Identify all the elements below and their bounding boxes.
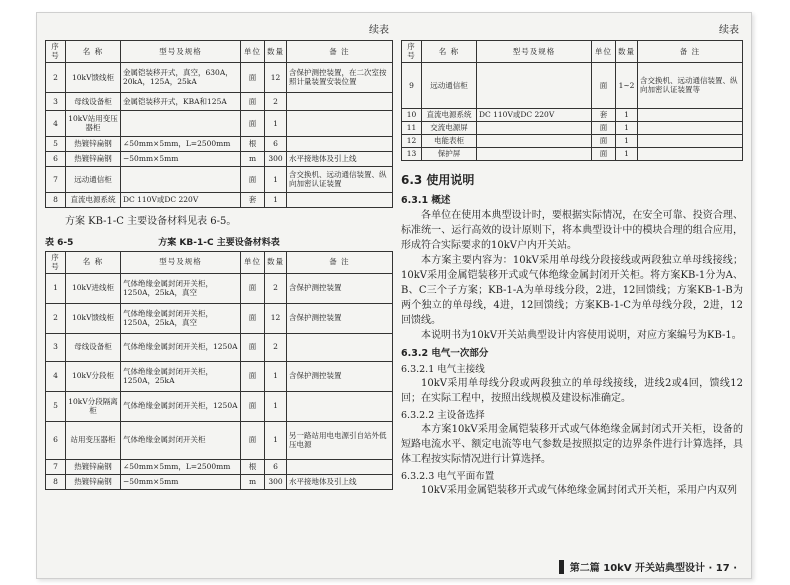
cell: 面 [241, 92, 265, 110]
cell: 面 [241, 303, 265, 333]
cell [121, 110, 241, 136]
cell: 根 [241, 136, 265, 151]
cell: 7 [46, 166, 66, 192]
cell: 2 [46, 303, 66, 333]
paragraph: 本方案主要内容为：10kV采用单母线分段接线或两段独立单母线接线；10kV采用金属铠装移开式或气体绝缘金属封闭开关柜。将方案KB-1分为A、B、C三个子方案；KB-1-A为单母线分段，2进，12回馈线；方案KB-1-B为两个独立的单母线，4进，12回馈线；方案KB-1-C为单母线分段，2进，12回馈线。 [401, 254, 743, 326]
cell: 9 [402, 62, 422, 108]
header-cell: 序号 [402, 41, 422, 63]
cell [477, 121, 592, 134]
cell: DC 110V或DC 220V [121, 192, 241, 207]
cell [287, 459, 393, 474]
cell: 6 [265, 459, 287, 474]
cell [638, 134, 743, 147]
cell: 10 [402, 108, 422, 121]
table-row [46, 110, 393, 136]
header-cell: 备 注 [287, 251, 393, 273]
cell: 1~2 [616, 62, 638, 108]
cell: 11 [402, 121, 422, 134]
subsection-heading: 6.3.2 电气一次部分 [401, 347, 489, 359]
table-row [46, 151, 393, 166]
cell: 面 [241, 391, 265, 421]
cell: 1 [265, 110, 287, 136]
table-row [46, 92, 393, 110]
equipment-table-b [45, 251, 393, 490]
cell: 1 [265, 166, 287, 192]
cell: 含保护测控装置 [287, 361, 393, 391]
intro-paragraph: 方案 KB-1-C 主要设备材料见表 6-5。 [65, 215, 237, 227]
table-row [402, 62, 743, 108]
header-cell: 单位 [592, 41, 616, 63]
cell: 面 [241, 166, 265, 192]
cell: 含交换机、远动通信装置、纵向加密认证装置等 [638, 62, 743, 108]
cell: 12 [402, 134, 422, 147]
cell: 2 [265, 92, 287, 110]
book-page [36, 12, 752, 579]
caption-spacer [323, 235, 393, 248]
table-row [402, 134, 743, 147]
sub-subsection-heading: 6.3.2.3 电气平面布置 [401, 470, 495, 482]
header-cell: 型号及规格 [121, 41, 241, 63]
cell: 1 [616, 108, 638, 121]
cell [287, 192, 393, 207]
cell: ∠50mm×5mm，L=2500mm [121, 136, 241, 151]
cell: 5 [46, 136, 66, 151]
cell: 2 [265, 333, 287, 361]
table-row [46, 136, 393, 151]
cell: 热镀锌扁钢 [66, 151, 121, 166]
paragraph: 本说明书为10kV开关站典型设计内容使用说明，对应方案编号为KB-1。 [421, 329, 742, 341]
table-caption [45, 235, 393, 248]
cell: 气体绝缘金属封闭开关柜，1250A [121, 391, 241, 421]
cell: 远动通信柜 [422, 62, 477, 108]
cell: 水平接地体及引上线 [287, 474, 393, 489]
cell: 金属铠装移开式，KBA和125A [121, 92, 241, 110]
cell: 热镀锌扁钢 [66, 459, 121, 474]
table-row [46, 333, 393, 361]
page-footer [559, 559, 737, 574]
table-row [46, 391, 393, 421]
cell: 电能表柜 [422, 134, 477, 147]
header-cell: 名 称 [422, 41, 477, 63]
sub-subsection-heading: 6.3.2.1 电气主接线 [401, 363, 485, 375]
cell: 10kV分段隔离柜 [66, 391, 121, 421]
cell [638, 147, 743, 160]
section-heading: 6.3 使用说明 [401, 172, 475, 187]
cell: 3 [46, 333, 66, 361]
cell [638, 121, 743, 134]
cell: 2 [46, 62, 66, 92]
cell: 母线设备柜 [66, 333, 121, 361]
cell [477, 147, 592, 160]
cell: 气体绝缘金属封闭开关柜，1250A [121, 333, 241, 361]
table-header-row [46, 251, 393, 273]
table-title: 方案 KB-1-C 主要设备材料表 [158, 237, 280, 248]
header-cell: 名 称 [66, 41, 121, 63]
header-cell: 备 注 [638, 41, 743, 63]
cell: 300 [265, 474, 287, 489]
cell: 13 [402, 147, 422, 160]
table-row [46, 421, 393, 459]
cell: 10kV馈线柜 [66, 303, 121, 333]
table-row [46, 361, 393, 391]
cell: 面 [241, 110, 265, 136]
paragraph: 各单位在使用本典型设计时，要根据实际情况，在安全可靠、投资合理、标准统一、运行高效的设计原则下，将本典型设计中的模块合理的组合应用，形成符合实际要求的10kV户内开关站。 [401, 209, 743, 251]
cell [121, 166, 241, 192]
cell: 面 [592, 62, 616, 108]
cell: 10kV站用变压器柜 [66, 110, 121, 136]
cell: m [241, 151, 265, 166]
cell: 直流电源系统 [422, 108, 477, 121]
table-row [402, 121, 743, 134]
left-column [45, 21, 393, 490]
header-cell: 数量 [265, 41, 287, 63]
cell: 1 [46, 273, 66, 303]
cell: 气体绝缘金属封闭开关柜，1250A，25kA [121, 361, 241, 391]
cell [287, 92, 393, 110]
cell: 6 [265, 136, 287, 151]
equipment-table-a [45, 40, 393, 208]
header-cell: 名 称 [66, 251, 121, 273]
paragraph: 本方案10kV采用金属铠装移开式或气体绝缘金属封闭式开关柜，设备的短路电流水平、额定电流等电气参数是按照拟定的边界条件进行计算选择，具体工程按实际情况进行计算选择。 [401, 423, 743, 465]
header-cell: 单位 [241, 41, 265, 63]
cell: 面 [241, 361, 265, 391]
cell [477, 62, 592, 108]
cell: 含保护测控装置 [287, 273, 393, 303]
table-header-row [402, 41, 743, 63]
cell: 面 [592, 121, 616, 134]
continued-label-right: 续表 [719, 25, 739, 36]
cell: 300 [265, 151, 287, 166]
cell: 热镀锌扁钢 [66, 136, 121, 151]
cell: 6 [46, 421, 66, 459]
continued-label-left: 续表 [369, 25, 389, 36]
cell: 水平接地体及引上线 [287, 151, 393, 166]
table-row [46, 303, 393, 333]
table-row [402, 108, 743, 121]
cell: 1 [616, 121, 638, 134]
cell: 气体绝缘金属封闭开关柜，1250A，25kA，真空 [121, 303, 241, 333]
cell: 气体绝缘金属封闭开关柜，1250A，25kA，真空 [121, 273, 241, 303]
table-number: 表 6-5 [45, 237, 74, 248]
cell: ∠50mm×5mm，L=2500mm [121, 459, 241, 474]
cell: 3 [46, 92, 66, 110]
footer-text: 第二篇 10kV 开关站典型设计 · 17 · [569, 563, 737, 574]
cell: 套 [241, 192, 265, 207]
table-row [46, 192, 393, 207]
cell: 含保护测控装置，在二次室按照计量装置安装位置 [287, 62, 393, 92]
cell [287, 333, 393, 361]
cell: −50mm×5mm [121, 474, 241, 489]
cell: 热镀锌扁钢 [66, 474, 121, 489]
cell: 4 [46, 361, 66, 391]
cell: 面 [241, 421, 265, 459]
header-cell: 型号及规格 [121, 251, 241, 273]
header-cell: 数量 [616, 41, 638, 63]
cell: 1 [265, 421, 287, 459]
cell: 4 [46, 110, 66, 136]
subsection-heading: 6.3.1 概述 [401, 194, 451, 206]
cell: m [241, 474, 265, 489]
cell: 12 [265, 303, 287, 333]
footer-bar-icon [559, 560, 564, 574]
paragraph: 10kV采用单母线分段或两段独立的单母线接线，进线2或4回，馈线12回；在实际工程中，按照出线规模及建设标准确定。 [401, 377, 743, 404]
table-header-row [46, 41, 393, 63]
cell: 气体绝缘金属封闭开关柜 [121, 421, 241, 459]
cell: −50mm×5mm [121, 151, 241, 166]
cell: 面 [592, 134, 616, 147]
cell: 1 [265, 192, 287, 207]
cell: 8 [46, 192, 66, 207]
cell: 面 [592, 147, 616, 160]
header-cell: 型号及规格 [477, 41, 592, 63]
header-cell: 数量 [265, 251, 287, 273]
cell: 10kV分段柜 [66, 361, 121, 391]
header-cell: 序号 [46, 251, 66, 273]
cell: 6 [46, 151, 66, 166]
cell: 10kV进线柜 [66, 273, 121, 303]
cell: 面 [241, 62, 265, 92]
cell: 套 [592, 108, 616, 121]
cell: 12 [265, 62, 287, 92]
cell [287, 136, 393, 151]
header-cell: 序号 [46, 41, 66, 63]
cell: 7 [46, 459, 66, 474]
cell: 面 [241, 273, 265, 303]
cell: 1 [616, 147, 638, 160]
table-row [46, 166, 393, 192]
cell: 10kV馈线柜 [66, 62, 121, 92]
header-cell: 单位 [241, 251, 265, 273]
cell [477, 134, 592, 147]
sub-subsection-heading: 6.3.2.2 主设备选择 [401, 409, 485, 421]
cell [287, 110, 393, 136]
paragraph: 10kV采用金属铠装移开式或气体绝缘金属封闭式开关柜，采用户内双列 [421, 484, 738, 496]
cell: 直流电源系统 [66, 192, 121, 207]
right-column [401, 21, 743, 498]
cell: 根 [241, 459, 265, 474]
cell: 金属铠装移开式，真空，630A，20kA，125A，25kA [121, 62, 241, 92]
cell: 站用变压器柜 [66, 421, 121, 459]
cell: 交流电源屏 [422, 121, 477, 134]
cell: 保护屏 [422, 147, 477, 160]
equipment-table-c [401, 40, 743, 161]
cell: 面 [241, 333, 265, 361]
cell: 另一路站用电电源引自站外低压电源 [287, 421, 393, 459]
cell: 含交换机、远动通信装置、纵向加密认证装置 [287, 166, 393, 192]
cell: 远动通信柜 [66, 166, 121, 192]
cell: 1 [265, 391, 287, 421]
cell: DC 110V或DC 220V [477, 108, 592, 121]
cell: 母线设备柜 [66, 92, 121, 110]
cell: 1 [265, 361, 287, 391]
cell: 5 [46, 391, 66, 421]
cell: 2 [265, 273, 287, 303]
table-row [46, 62, 393, 92]
cell [287, 391, 393, 421]
cell: 含保护测控装置 [287, 303, 393, 333]
table-row [46, 474, 393, 489]
cell: 1 [616, 134, 638, 147]
table-row [46, 273, 393, 303]
cell: 8 [46, 474, 66, 489]
cell [638, 108, 743, 121]
table-row [402, 147, 743, 160]
header-cell: 备 注 [287, 41, 393, 63]
table-row [46, 459, 393, 474]
